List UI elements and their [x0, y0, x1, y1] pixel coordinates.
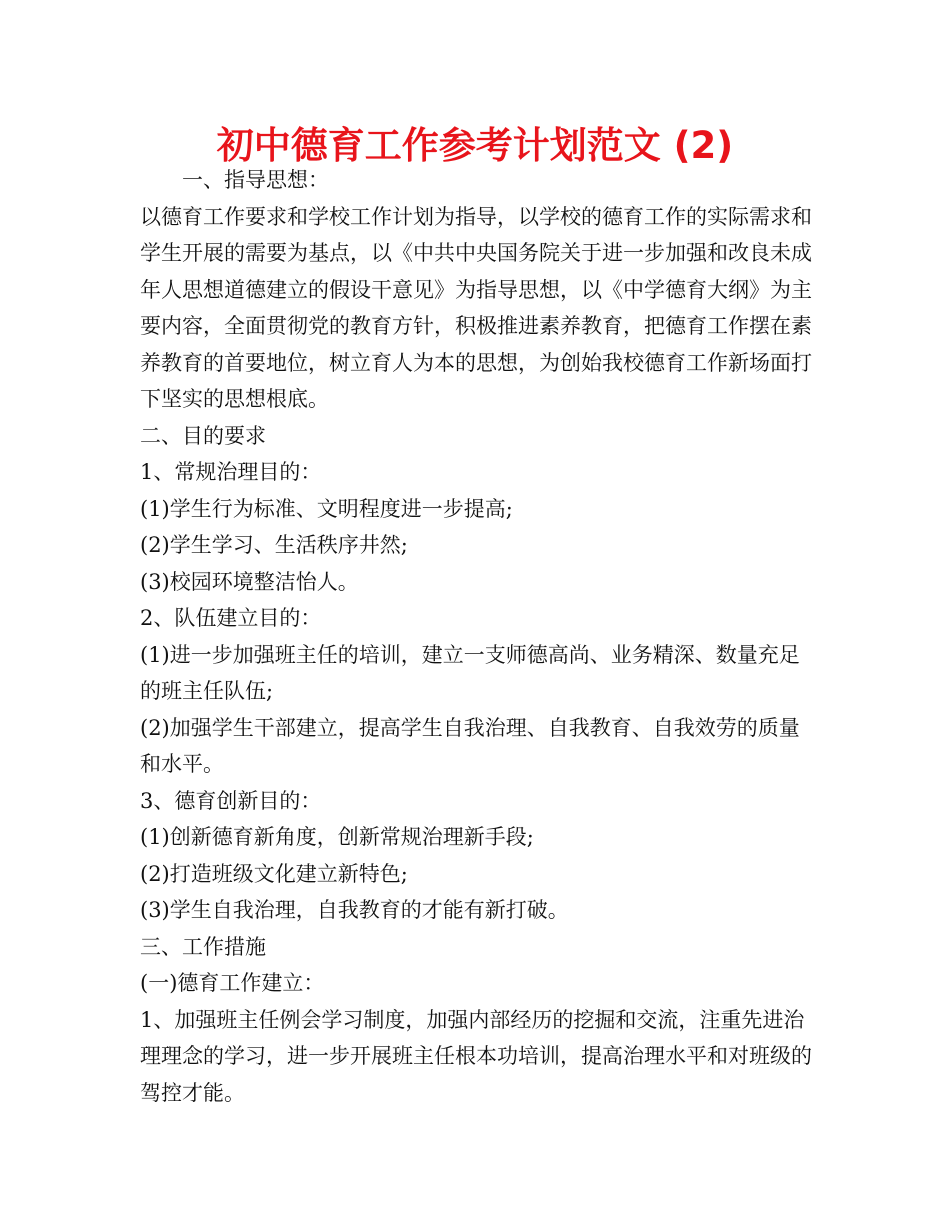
list-item: (1)学生行为标准、文明程度进一步提高;	[140, 496, 513, 521]
list-item: 1、加强班主任例会学习制度，加强内部经历的挖掘和交流，注重先进治理理念的学习，进一步开展班主任根本功培训，提高治理水平和对班级的驾控才能。	[140, 1007, 812, 1105]
paragraph-guiding-ideology: 以德育工作要求和学校工作计划为指导，以学校的德育工作的实际需求和学生开展的需要为基点，以《中共中央国务院关于进一步加强和改良未成年人思想道德建立的假设干意见》为指导思想，以《中学德育大纲》为主要内容，全面贯彻党的教育方针，积极推进素养教育，把德育工作摆在素养教育的首要地位，树立育人为本的思想，为创始我校德育工作新场面打下坚实的思想根底。	[140, 204, 812, 411]
list-item: (1)创新德育新角度，创新常规治理新手段;	[140, 825, 534, 849]
subheading-team-building: 2、队伍建立目的：	[140, 606, 322, 630]
list-item: (3)学生自我治理，自我教育的才能有新打破。	[140, 898, 569, 922]
subheading-routine-management: 1、常规治理目的：	[140, 460, 322, 484]
list-item: (2)学生学习、生活秩序井然;	[140, 533, 408, 557]
list-item: (2)加强学生干部建立，提高学生自我治理、自我教育、自我效劳的质量和水平。	[140, 715, 800, 776]
section-heading-guiding-ideology: 一、指导思想：	[182, 168, 329, 192]
list-item: (1)进一步加强班主任的培训，建立一支师德高尚、业务精深、数量充足的班主任队伍;	[140, 642, 800, 703]
subheading-moral-work: (一)德育工作建立：	[140, 971, 325, 995]
list-item: (3)校园环境整洁怡人。	[140, 569, 359, 594]
section-heading-measures: 三、工作措施	[140, 934, 266, 959]
list-item: (2)打造班级文化建立新特色;	[140, 861, 408, 886]
document-title: 初中德育工作参考计划范文 (2)	[216, 124, 734, 167]
subheading-innovation: 3、德育创新目的：	[140, 788, 322, 813]
section-heading-goals: 二、目的要求	[140, 423, 266, 448]
document-body	[140, 162, 820, 1111]
